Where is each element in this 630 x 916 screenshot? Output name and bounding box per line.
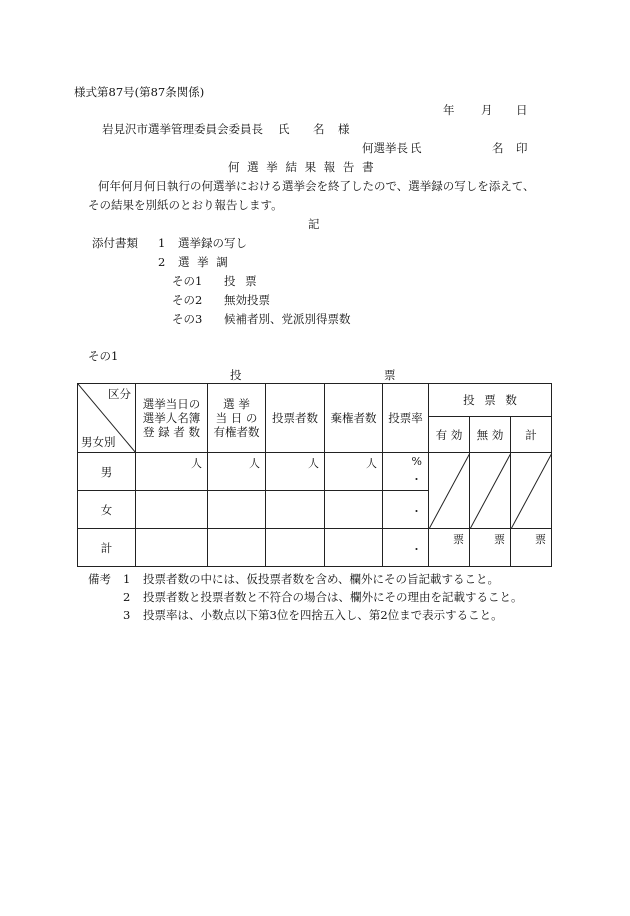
male-eligible bbox=[208, 453, 266, 491]
sub-1: 投 票 bbox=[224, 274, 257, 288]
vote-table bbox=[77, 383, 552, 567]
decimal-point: ・ bbox=[411, 473, 422, 486]
attachment-2-no: 2 bbox=[158, 255, 166, 269]
sender-mei: 名 bbox=[492, 141, 504, 155]
valid-na-cell bbox=[429, 453, 470, 529]
total-slash bbox=[511, 453, 552, 529]
note-1: 投票者数の中には、仮投票者数を含め、欄外にその旨記載すること。 bbox=[143, 572, 500, 586]
total-na-cell bbox=[511, 453, 552, 529]
unit-percent: % bbox=[411, 455, 422, 468]
note-3-no: 3 bbox=[123, 608, 131, 622]
male-registered bbox=[136, 453, 208, 491]
sub-3-no: その3 bbox=[172, 312, 203, 326]
female-registered bbox=[136, 491, 208, 529]
row-female-label: 女 bbox=[78, 491, 136, 529]
table-title-left: 投 bbox=[230, 368, 242, 382]
note-2: 投票者数と投票者数と不符合の場合は、欄外にその理由を記載すること。 bbox=[143, 590, 523, 604]
date-day: 日 bbox=[516, 103, 528, 117]
header-total: 計 bbox=[511, 417, 552, 453]
header-registered bbox=[136, 384, 208, 453]
body-line-2: その結果を別紙のとおり報告します。 bbox=[88, 198, 283, 212]
header-registered-line-2: 選挙人名簿 bbox=[142, 411, 201, 425]
header-turnout: 投票率 bbox=[383, 384, 429, 453]
total-turnout bbox=[383, 529, 429, 567]
addressee-mei: 名 bbox=[313, 122, 325, 136]
corner-cell bbox=[78, 384, 136, 453]
unit-vote: 票 bbox=[494, 533, 505, 546]
male-turnout bbox=[383, 453, 429, 491]
total-abstainers bbox=[325, 529, 383, 567]
notes-label: 備考 bbox=[88, 572, 111, 586]
unit-person: 人 bbox=[249, 457, 260, 470]
female-eligible bbox=[208, 491, 266, 529]
row-total-label: 計 bbox=[78, 529, 136, 567]
corner-bottom-label: 男女別 bbox=[81, 435, 116, 449]
male-abstainers bbox=[325, 453, 383, 491]
corner-top-label: 区分 bbox=[108, 387, 131, 401]
header-voters: 投票者数 bbox=[266, 384, 325, 453]
body-line-1: 何年何月何日執行の何選挙における選挙会を終了したので、選挙録の写しを添えて、 bbox=[98, 179, 535, 193]
sub-1-no: その1 bbox=[172, 274, 203, 288]
table-title-right: 票 bbox=[384, 368, 396, 382]
date-year: 年 bbox=[443, 103, 455, 117]
note-3: 投票率は、小数点以下第3位を四捨五入し、第2位まで表示すること。 bbox=[143, 608, 503, 622]
attachment-2: 選 挙 調 bbox=[178, 255, 228, 269]
sender-shi: 氏 bbox=[410, 141, 422, 155]
sender-seal: 印 bbox=[516, 141, 528, 155]
decimal-point: ・ bbox=[411, 505, 422, 518]
date-month: 月 bbox=[481, 103, 493, 117]
sub-2: 無効投票 bbox=[224, 293, 270, 307]
header-registered-line-3: 登 録 者 数 bbox=[143, 425, 200, 439]
form-number: 様式第87号(第87条関係) bbox=[74, 85, 205, 99]
unit-person: 人 bbox=[308, 457, 319, 470]
total-registered bbox=[136, 529, 208, 567]
unit-person: 人 bbox=[191, 457, 202, 470]
section-label: その1 bbox=[88, 349, 119, 363]
header-eligible-line-2: 当 日 の bbox=[215, 411, 258, 425]
attachments-label: 添付書類 bbox=[92, 236, 138, 250]
attachment-1-no: 1 bbox=[158, 236, 166, 250]
male-voters bbox=[266, 453, 325, 491]
addressee-shi: 氏 bbox=[278, 122, 290, 136]
note-1-no: 1 bbox=[123, 572, 131, 586]
doc-title: 何 選 挙 結 果 報 告 書 bbox=[228, 160, 374, 174]
addressee: 岩見沢市選挙管理委員会委員長 bbox=[102, 122, 263, 136]
header-vote-count: 投 票 数 bbox=[429, 384, 552, 417]
sub-3: 候補者別、党派別得票数 bbox=[224, 312, 351, 326]
addressee-sama: 様 bbox=[338, 122, 350, 136]
total-invalid bbox=[470, 529, 511, 567]
sub-2-no: その2 bbox=[172, 293, 203, 307]
header-eligible bbox=[208, 384, 266, 453]
female-voters bbox=[266, 491, 325, 529]
header-valid: 有 効 bbox=[429, 417, 470, 453]
female-abstainers bbox=[325, 491, 383, 529]
invalid-slash bbox=[470, 453, 511, 529]
unit-vote: 票 bbox=[535, 533, 546, 546]
note-2-no: 2 bbox=[123, 590, 131, 604]
sender-title: 何選挙長 bbox=[362, 141, 408, 155]
header-invalid: 無 効 bbox=[470, 417, 511, 453]
header-eligible-line-3: 有権者数 bbox=[213, 425, 260, 439]
attachment-1: 選挙録の写し bbox=[178, 236, 247, 250]
total-eligible bbox=[208, 529, 266, 567]
decimal-point: ・ bbox=[411, 543, 422, 556]
unit-vote: 票 bbox=[453, 533, 464, 546]
invalid-na-cell bbox=[470, 453, 511, 529]
total-valid bbox=[429, 529, 470, 567]
female-turnout bbox=[383, 491, 429, 529]
row-male-label: 男 bbox=[78, 453, 136, 491]
header-registered-line-1: 選挙当日の bbox=[142, 397, 201, 411]
valid-slash bbox=[429, 453, 470, 529]
total-total bbox=[511, 529, 552, 567]
ki-mark: 記 bbox=[308, 217, 320, 231]
header-abstainers: 棄権者数 bbox=[325, 384, 383, 453]
unit-person: 人 bbox=[366, 457, 377, 470]
total-voters bbox=[266, 529, 325, 567]
header-eligible-line-1: 選 挙 bbox=[223, 397, 250, 411]
